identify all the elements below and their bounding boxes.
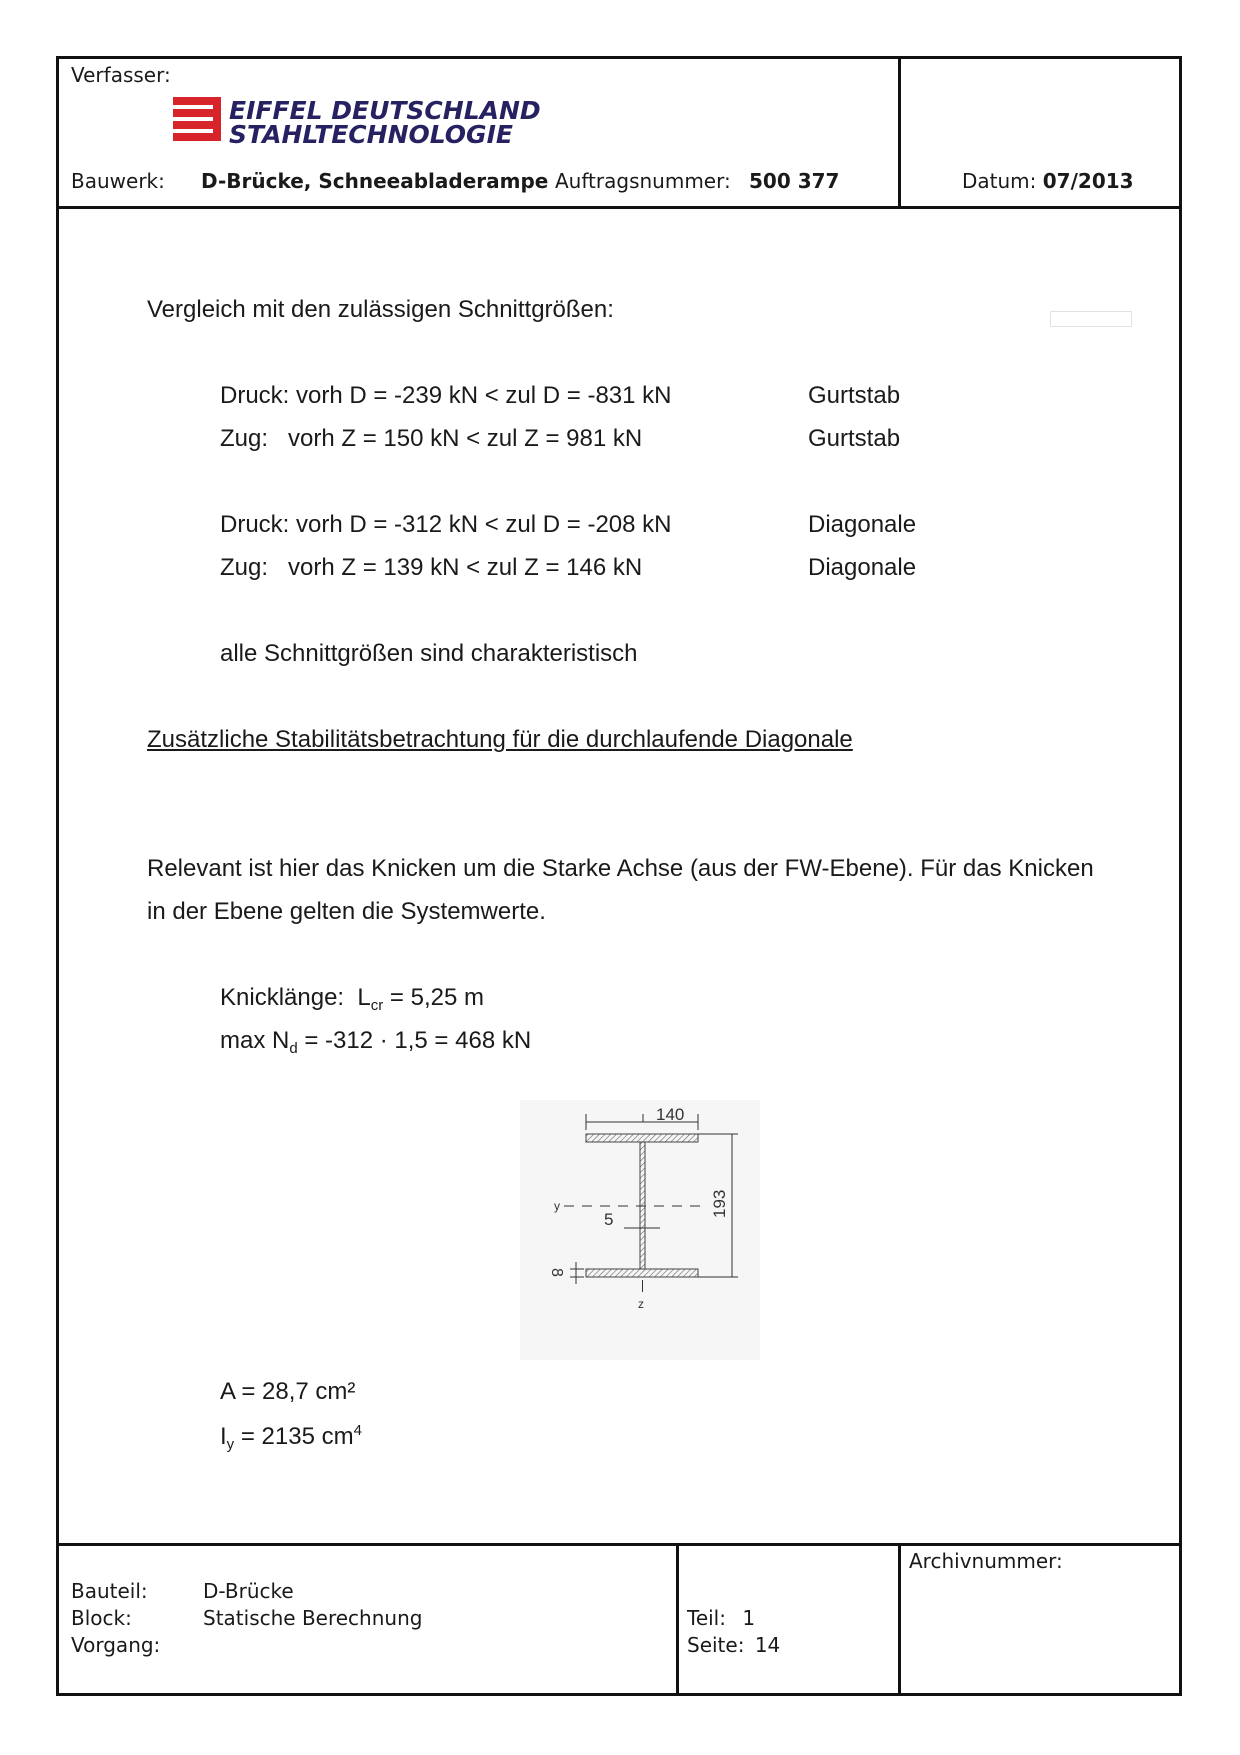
logo-mark-icon <box>171 95 551 147</box>
row-2-member: Gurtstab <box>808 425 901 452</box>
company-logo <box>171 95 551 147</box>
footer-divider-right <box>898 1543 901 1696</box>
row-3-member: Diagonale <box>808 511 917 538</box>
archive-label: Archivnummer: <box>909 1549 1063 1573</box>
teil-label: Teil: <box>687 1606 726 1630</box>
row-4-text: Zug: vorh Z = 139 kN < zul Z = 146 kN <box>220 554 643 581</box>
width-label: 140 <box>656 1105 685 1124</box>
buckling-length: Knicklänge: $L_{cr} = 5,25$ m <box>220 984 484 1014</box>
part-label: Bauteil: <box>71 1579 148 1603</box>
row-3-text: Druck: vorh D = -312 kN < zul D = -208 kN <box>220 511 672 538</box>
teil-value: 1 <box>742 1606 756 1630</box>
block-label: Block: <box>71 1606 132 1630</box>
row-4-member: Diagonale <box>808 554 917 581</box>
order-label: Auftragsnummer: <box>555 169 731 193</box>
comparison-heading: Vergleich mit den zulässigen Schnittgrößen: <box>147 296 614 323</box>
stability-subtitle: Zusätzliche Stabilitätsbetrachtung für die durchlaufende Diagonale <box>147 726 853 753</box>
y-axis-label: y <box>554 1199 560 1213</box>
web-thickness-label: 5 <box>604 1210 614 1229</box>
date-value: 07/2013 <box>1042 169 1134 193</box>
process-label: Vorgang: <box>71 1633 161 1657</box>
footer-divider <box>59 1543 1179 1546</box>
footer-divider-left <box>676 1543 679 1696</box>
height-label: 193 <box>710 1189 729 1218</box>
block-value: Statische Berechnung <box>203 1606 423 1630</box>
design-force: $\max N_d = -312 \cdot 1,5 = 468$ kN <box>220 1027 532 1057</box>
row-2-text: Zug: vorh Z = 150 kN < zul Z = 981 kN <box>220 425 643 452</box>
stamp-box <box>1050 311 1132 327</box>
i-beam-drawing <box>520 1100 760 1360</box>
part-value: D-Brücke <box>203 1579 294 1603</box>
building-label: Bauwerk: <box>71 169 165 193</box>
area-value: A = 28,7 cm² <box>220 1378 356 1405</box>
author-label: Verfasser: <box>71 63 171 87</box>
building-value: D-Brücke, Schneeabladerampe <box>201 169 549 193</box>
seite-label: Seite: <box>687 1633 745 1657</box>
row-1-member: Gurtstab <box>808 382 901 409</box>
header-divider <box>59 206 1179 209</box>
logo-line-1: EIFFEL DEUTSCHLAND <box>229 96 541 125</box>
paragraph-line-1: Relevant ist hier das Knicken um die Starke Achse (aus der FW-Ebene). Für das Knicken <box>147 855 1094 882</box>
characteristic-note: alle Schnittgrößen sind charakteristisch <box>220 640 638 667</box>
row-1-text: Druck: vorh D = -239 kN < zul D = -831 kN <box>220 382 672 409</box>
seite-value: 14 <box>754 1633 781 1657</box>
header-vertical-divider <box>898 59 901 209</box>
date-label: Datum: <box>962 169 1037 193</box>
inertia-value: $I_y = 2135$ $cm^4$ <box>220 1422 362 1453</box>
order-value: 500 377 <box>749 169 840 193</box>
flange-thickness-label: 8 <box>548 1268 565 1277</box>
i-beam-cross-section <box>520 1100 760 1360</box>
paragraph-line-2: in der Ebene gelten die Systemwerte. <box>147 898 546 925</box>
logo-line-2: STAHLTECHNOLOGIE <box>229 120 513 147</box>
z-axis-label: z <box>638 1297 644 1311</box>
